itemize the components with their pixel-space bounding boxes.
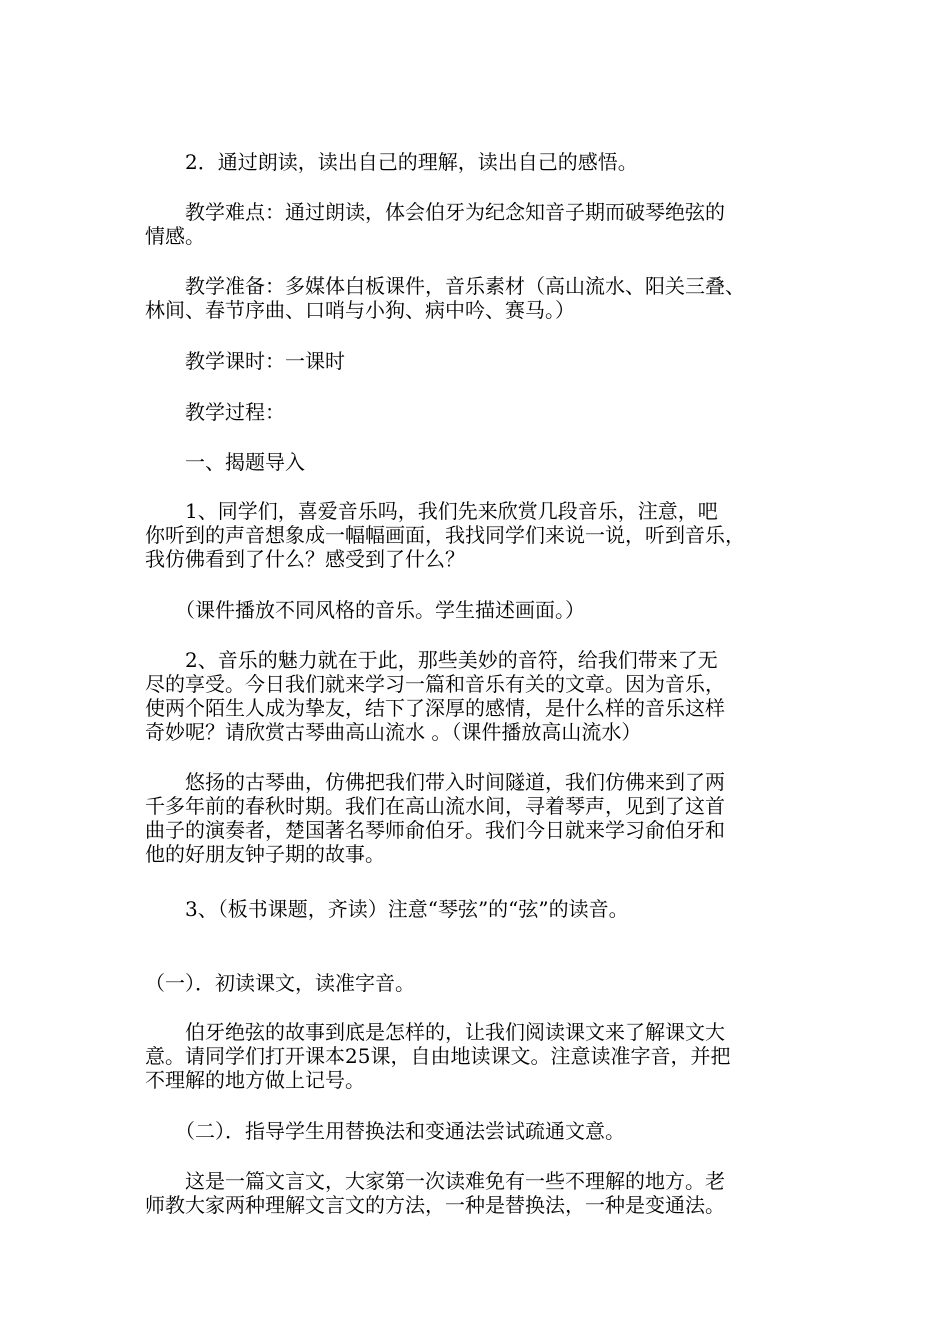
paragraph-9 (145, 648, 811, 744)
paragraph-2 (145, 200, 811, 248)
text-line: 我仿佛看到了什么？感受到了什么？ (145, 547, 465, 571)
text-line: 奇妙呢？请欣赏古琴曲高山流水 。（课件播放高山流水） (145, 720, 642, 744)
text-line: 教学过程： (145, 400, 285, 424)
paragraph-7 (145, 499, 811, 571)
text-line: 伯牙绝弦的故事到底是怎样的，让我们阅读课文来了解课文大 (145, 1020, 725, 1044)
text-line: 2．通过朗读，读出自己的理解，读出自己的感悟。 (145, 150, 638, 174)
text-line: 这是一篇文言文，大家第一次读难免有一些不理解的地方。老 (145, 1169, 725, 1193)
text-line: （一）．初读课文，读准字音。 (145, 971, 415, 995)
text-line: （课件播放不同风格的音乐。学生描述画面。） (145, 598, 585, 622)
text-line: 悠扬的古琴曲，仿佛把我们带入时间隧道，我们仿佛来到了两 (145, 770, 725, 794)
text-line: 教学难点：通过朗读，体会伯牙为纪念知音子期而破琴绝弦的 (145, 200, 725, 224)
text-line: 一、揭题导入 (145, 450, 305, 474)
paragraph-5 (145, 400, 811, 424)
text-line: 3、（板书课题，齐读）注意“琴弦”的“弦”的读音。 (145, 897, 629, 921)
paragraph-8 (145, 598, 811, 622)
text-line: 使两个陌生人成为挚友，结下了深厚的感情，是什么样的音乐这样 (145, 696, 725, 720)
paragraph-1 (145, 150, 811, 174)
section-heading-1 (145, 971, 811, 995)
text-line: 千多年前的春秋时期。我们在高山流水间，寻着琴声，见到了这首 (145, 794, 725, 818)
section-heading-2 (145, 1119, 811, 1143)
text-line: 1、同学们，喜爱音乐吗，我们先来欣赏几段音乐，注意，吧 (145, 499, 718, 523)
text-line: 你听到的声音想象成一幅幅画面，我找同学们来说一说，听到音乐， (145, 523, 745, 547)
text-line: 尽的享受。今日我们就来学习一篇和音乐有关的文章。因为音乐， (145, 672, 725, 696)
text-line: 他的好朋友钟子期的故事。 (145, 842, 385, 866)
paragraph-10 (145, 770, 811, 866)
paragraph-4 (145, 349, 811, 373)
paragraph-13 (145, 1169, 811, 1217)
text-line: 2、音乐的魅力就在于此，那些美妙的音符，给我们带来了无 (145, 648, 718, 672)
text-line: （二）．指导学生用替换法和变通法尝试疏通文意。 (145, 1119, 625, 1143)
text-line: 教学准备：多媒体白板课件，音乐素材（高山流水、阳关三叠、 (145, 274, 745, 298)
text-line: 教学课时：一课时 (145, 349, 345, 373)
text-line: 曲子的演奏者，楚国著名琴师俞伯牙。我们今日就来学习俞伯牙和 (145, 818, 725, 842)
paragraph-3 (145, 274, 811, 322)
text-line: 师教大家两种理解文言文的方法，一种是替换法，一种是变通法。 (145, 1193, 725, 1217)
paragraph-12 (145, 1020, 811, 1092)
text-line: 不理解的地方做上记号。 (145, 1068, 365, 1092)
text-line: 情感。 (145, 224, 205, 248)
text-line: 意。请同学们打开课本25课，自由地读课文。注意读准字音，并把 (145, 1044, 731, 1068)
text-line: 林间、春节序曲、口哨与小狗、病中吟、赛马。） (145, 298, 575, 322)
paragraph-6 (145, 450, 811, 474)
paragraph-11 (145, 897, 811, 921)
